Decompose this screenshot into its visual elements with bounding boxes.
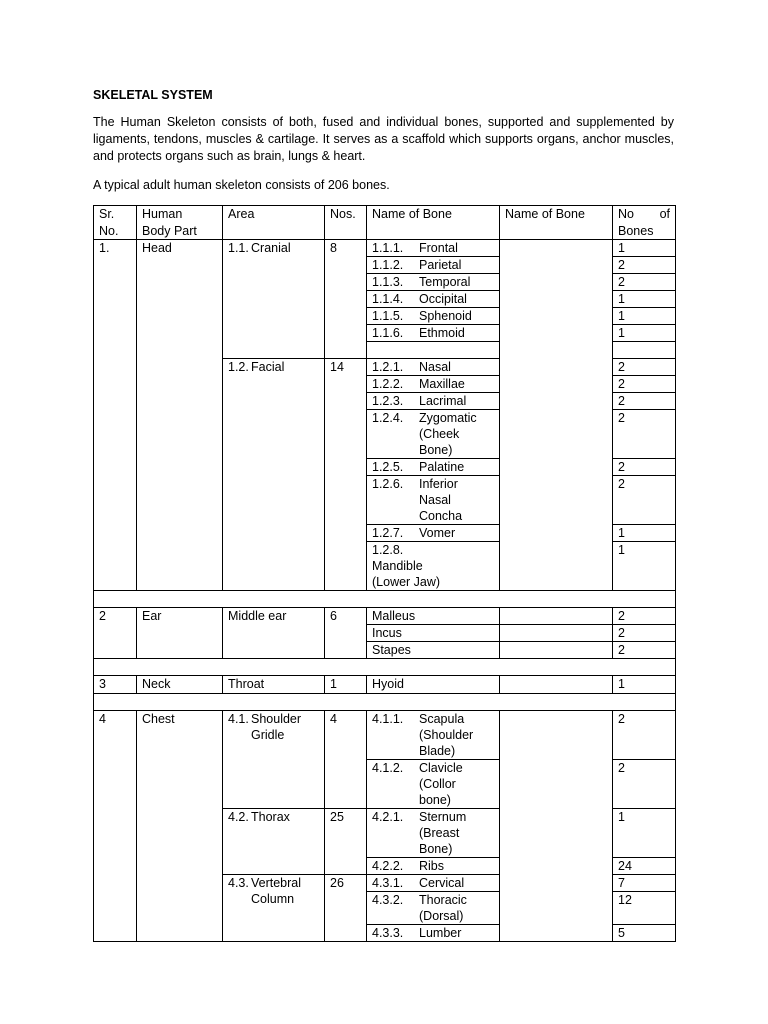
separator-cell <box>94 659 676 676</box>
sr-cell: 1. <box>94 240 137 591</box>
bone-name-cell: 1.1.6. Ethmoid <box>367 325 500 342</box>
empty-name-cell <box>500 608 613 625</box>
bone-name-cell: 1.2.1. Nasal <box>367 359 500 376</box>
bone-name-cell: 1.1.2. Parietal <box>367 257 500 274</box>
bone-count-cell: 1 <box>613 525 676 542</box>
bone-count-cell: 7 <box>613 874 676 891</box>
table-row <box>94 710 676 759</box>
bone-name-cell: 4.1.2. Clavicle (Collor bone) <box>367 759 500 808</box>
bone-count-cell: 1 <box>613 240 676 257</box>
area-cell: Middle ear <box>223 608 325 659</box>
bone-count-cell: 1 <box>613 676 676 694</box>
bone-name-cell: 1.2.6. Inferior Nasal Concha <box>367 476 500 525</box>
sr-cell: 3 <box>94 676 137 694</box>
bone-name-cell: 4.2.1. Sternum (Breast Bone) <box>367 808 500 857</box>
header-no-of-bones: No of Bones <box>613 206 676 240</box>
bone-name-cell: 1.2.2. Maxillae <box>367 376 500 393</box>
body-part-cell: Head <box>137 240 223 591</box>
blank-cell <box>367 342 500 359</box>
bone-count-cell: 2 <box>613 393 676 410</box>
bone-count-cell: 5 <box>613 924 676 941</box>
bone-count-cell: 2 <box>613 359 676 376</box>
empty-name-column <box>500 710 613 941</box>
bone-count-cell: 2 <box>613 642 676 659</box>
header-sr-no: Sr. No. <box>94 206 137 240</box>
body-part-cell: Chest <box>137 710 223 941</box>
bone-name-cell: 4.3.3. Lumber <box>367 924 500 941</box>
empty-name-column <box>500 240 613 591</box>
bone-count-cell: 2 <box>613 410 676 459</box>
bone-name-cell: 1.2.7. Vomer <box>367 525 500 542</box>
bone-count-cell: 2 <box>613 476 676 525</box>
sr-cell: 2 <box>94 608 137 659</box>
bone-name-cell: 1.1.5. Sphenoid <box>367 308 500 325</box>
bone-count-cell: 1 <box>613 308 676 325</box>
nos-cell: 1 <box>325 676 367 694</box>
bone-name-cell: Incus <box>367 625 500 642</box>
bone-count-cell: 2 <box>613 459 676 476</box>
table-row <box>94 608 676 625</box>
bone-count-cell: 1 <box>613 325 676 342</box>
bone-name-cell: 4.2.2. Ribs <box>367 857 500 874</box>
bone-name-cell: 4.1.1. Scapula (Shoulder Blade) <box>367 710 500 759</box>
empty-name-cell <box>500 625 613 642</box>
bone-count-cell: 1 <box>613 808 676 857</box>
table-row-separator <box>94 659 676 676</box>
bone-count-cell: 2 <box>613 710 676 759</box>
empty-name-cell <box>500 676 613 694</box>
bone-count-cell: 2 <box>613 759 676 808</box>
body-part-cell: Neck <box>137 676 223 694</box>
bone-count-cell: 2 <box>613 608 676 625</box>
table-row-separator <box>94 591 676 608</box>
bone-count-cell: 24 <box>613 857 676 874</box>
area-cell: 1.1. Cranial <box>223 240 325 359</box>
bone-name-cell: Hyoid <box>367 676 500 694</box>
header-nos: Nos. <box>325 206 367 240</box>
area-cell: 1.2. Facial <box>223 359 325 591</box>
table-row-separator <box>94 693 676 710</box>
area-cell: 4.1. Shoulder Gridle <box>223 710 325 808</box>
skeleton-table <box>93 205 676 942</box>
bone-name-cell: 1.1.4. Occipital <box>367 291 500 308</box>
bone-name-cell: 1.2.3. Lacrimal <box>367 393 500 410</box>
nos-cell: 8 <box>325 240 367 359</box>
bone-name-cell: 1.1.1. Frontal <box>367 240 500 257</box>
bone-name-cell: 1.2.5. Palatine <box>367 459 500 476</box>
bone-name-cell: 1.2.4. Zygomatic (Cheek Bone) <box>367 410 500 459</box>
bone-count-cell: 2 <box>613 376 676 393</box>
document-title: SKELETAL SYSTEM <box>93 88 213 102</box>
bone-name-cell: 4.3.1. Cervical <box>367 874 500 891</box>
empty-name-cell <box>500 642 613 659</box>
header-name-of-bone-2: Name of Bone <box>500 206 613 240</box>
header-body-part: Human Body Part <box>137 206 223 240</box>
bone-count-cell: 2 <box>613 274 676 291</box>
area-cell: 4.3. Vertebral Column <box>223 874 325 941</box>
bone-name-cell: 1.2.8.Mandible (Lower Jaw) <box>367 542 500 591</box>
table-row <box>94 240 676 257</box>
nos-cell: 25 <box>325 808 367 874</box>
intro-paragraph: The Human Skeleton consists of both, fused and individual bones, supported and supplemented by ligaments, tendons, muscles & cartilage. It serves as a scaffold which supports organs, anchor muscles, and protects organs such as brain, lungs & heart. <box>93 115 674 163</box>
bone-count-paragraph: A typical adult human skeleton consists of 206 bones. <box>93 178 390 192</box>
nos-cell: 26 <box>325 874 367 941</box>
nos-cell: 14 <box>325 359 367 591</box>
body-part-cell: Ear <box>137 608 223 659</box>
table-header-row <box>94 206 676 240</box>
nos-cell: 6 <box>325 608 367 659</box>
area-cell: Throat <box>223 676 325 694</box>
header-area: Area <box>223 206 325 240</box>
bone-name-cell: Stapes <box>367 642 500 659</box>
table-row <box>94 676 676 694</box>
bone-count-cell: 2 <box>613 625 676 642</box>
blank-cell <box>613 342 676 359</box>
bone-count-cell: 1 <box>613 291 676 308</box>
bone-name-cell: 1.1.3. Temporal <box>367 274 500 291</box>
bone-count-cell: 2 <box>613 257 676 274</box>
sr-cell: 4 <box>94 710 137 941</box>
bone-count-cell: 1 <box>613 542 676 591</box>
bone-count-cell: 12 <box>613 891 676 924</box>
bone-name-cell: 4.3.2. Thoracic (Dorsal) <box>367 891 500 924</box>
header-name-of-bone: Name of Bone <box>367 206 500 240</box>
separator-cell <box>94 591 676 608</box>
area-cell: 4.2. Thorax <box>223 808 325 874</box>
nos-cell: 4 <box>325 710 367 808</box>
bone-name-cell: Malleus <box>367 608 500 625</box>
separator-cell <box>94 693 676 710</box>
